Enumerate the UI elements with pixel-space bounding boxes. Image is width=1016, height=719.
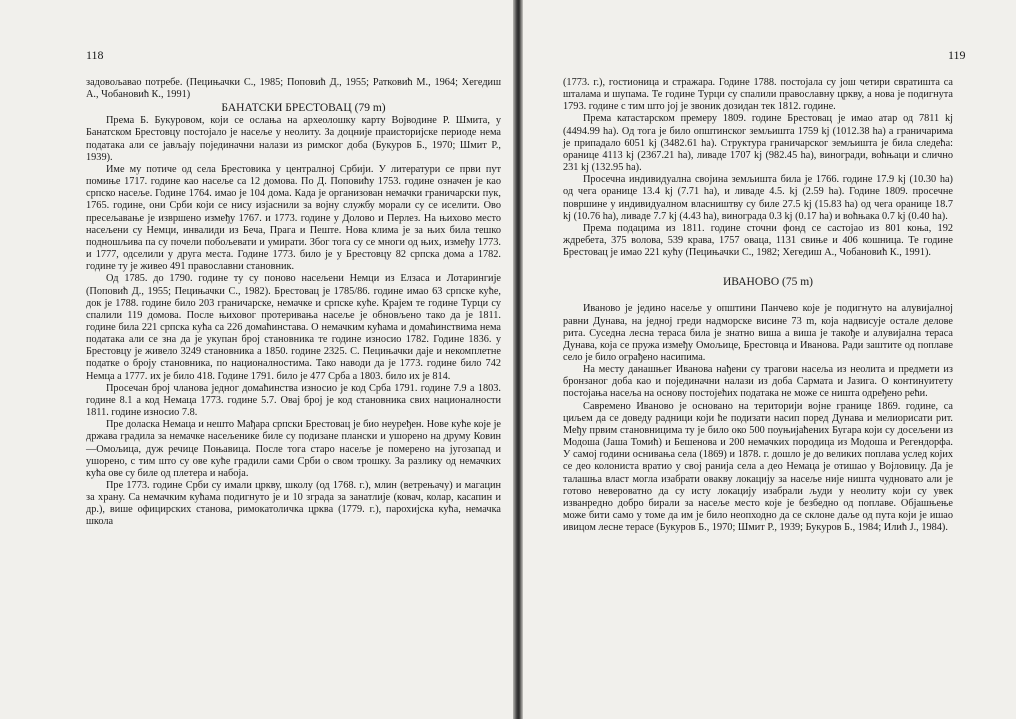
paragraph: Име му потиче од села Брестовика у централној Србији. У литератури се први пут помиње 1717. године као насеље са 12 домова. По Д. Поповићу 1753. године означен је као српско насеље. Године 1764. имао је 104 дома. Када је организован немачки граничарски пук, 1765. године, они Срби који се нису изјаснили за војну службу морали су се иселити. Ово пресељавање је извршено између 1767. и 1773. године у Долово и Перлез. На њихово место насељени су Немци, инвалиди из Беча, Прага и Пеште. Нова клима је за њих била тешко подношљива па су почели побољевати и умирати. Због тога су се многи од њих, између 1773. и 1777, одселили у друга места. Године 1773. било је у Брестовцу 82 српска дома а 1782. године ту је живео 491 православни становник.: [86, 163, 501, 273]
intro-paragraph: задовољавао потребе. (Пецињачки С., 1985; Поповић Д., 1955; Ратковић М., 1964; Хегедиш А., Чобановић К., 1991): [86, 77, 501, 101]
left-text-column: [86, 77, 501, 529]
paragraph: Иваново је једино насеље у општини Панчево које је подигнуто на алувијалној равни Дунава, на једној греди надморске висине 73 m, која надвисује остале делове рита. Суседна лесна тераса била је знатно виша а виша је такође и алувијална тераса Дунава, која се пружа између Омољице, Брестовца и Иванова. Ради заштите од поплаве село је било ограђено насипима.: [563, 303, 953, 363]
paragraph: (1773. г.), гостионица и стражара. Године 1788. постојала су још четири свратишта са шталама и шупама. Те године Турци су спалили православну цркву, а нова је подигнута 1793. године с тим што јој је звоник дозидан тек 1812. године.: [563, 77, 953, 113]
paragraph: Према катастарском премеру 1809. године Брестовац је имао атар од 7811 kj (4494.99 ha). Од тога је било општинског земљишта 1759 kj (1012.38 ha) а граничарима је припадало 6051 kj (3482.61 ha). Структура граничарског земљишта је била следећа: оранице 4113 kj (2367.21 ha), ливаде 1707 kj (982.45 ha), виногради, воћњаци и слично 231 kj (132.95 ha).: [563, 113, 953, 174]
section-heading-brestovac: БАНАТСКИ БРЕСТОВАЦ (79 m): [221, 102, 386, 115]
paragraph: Просечна индивидуална својина земљишта била је 1766. године 17.9 kj (10.30 ha) од чега оранице 13.4 kj (7.71 ha), и ливаде 4.5. kj (2.59 ha). Године 1809. просечне површине у индивидуалном власништву су биле 27.5 kj (15.83 ha) од чега оранице 18.7 kj (10.76 ha), ливаде 7.7 kj (4.43 ha), винограда 0.3 kj (0.17 ha) и воћњака 0.7 kj (0.40 ha).: [563, 174, 953, 222]
paragraph: На месту данашњег Иванова нађени су трагови насеља из неолита и предмети из бронзаног доба као и појединачни налази из доба Сармата и Јазига. О континуитету постојања насеља на основу постојећих података не може се ништа одређено рећи.: [563, 364, 953, 400]
page-number-left: 118: [86, 48, 104, 62]
right-page: [523, 0, 1016, 719]
book-gutter: [513, 0, 523, 719]
paragraph: Просечан број чланова једног домаћинства износио је код Срба 1791. године 7.9 а 1803. године 8.1 а код Немаца 1773. године 5.7. Овај број је код становника свих националности 1811. године износио 7.8.: [86, 382, 501, 419]
paragraph: Према подацима из 1811. године сточни фонд се састојао из 801 коња, 192 ждребета, 375 волова, 539 крава, 1757 оваца, 1131 свиње и 406 кошница. Те године Брестовац је имао 221 кућу (Пецињачки С., 1982; Хегедиш А., Чобановић К., 1991).: [563, 222, 953, 259]
paragraph: Пре доласка Немаца и нешто Мађара српски Брестовац је био неуређен. Нове куће које је држава градила за немачке насељенике биле су подизане плански и ушорено на друму Ковин—Омољица, дуж речице Поњавица. После тога старо насеље је померено на југозапад и ушорено, с тим што су ове куће градили сами Срби о свом трошку. За разлику од немачких кућа ове су биле од плетера и набоја.: [86, 419, 501, 479]
page-number-right: 119: [948, 48, 966, 62]
paragraph: Према Б. Букуровом, који се ослања на археолошку карту Војводине Р. Шмита, у Банатском Брестовцу постојало је насеље у неолиту. За доцније праисторијске периоде нема података али се јављају појединачни налази из римског доба (Букуров Б., 1970; Шмит Р., 1939).: [86, 115, 501, 163]
paragraph: Од 1785. до 1790. године ту су поново насељени Немци из Елзаса и Лотарингије (Поповић Д., 1955; Пецињачки С., 1982). Брестовац је 1785/86. године имао 63 српске куће, док је 1788. године било 203 граничарске, немачке и српске куће. Крајем те године Турци су спалили 119 домова. После њиховог протеривања насеље је обновљено тако да је 1811. године била 221 српска кућа са 226 домаћинстава. О немачким кућама и домаћинствима нема података али се зна да је укупан број становника те године износио 1782. Године 1836. у Брестовцу је живело 3249 становника а 1850. године 2325. С. Пецињачки даје и некомплетне податке о броју становника, по националностима. Тако наводи да је 1773. године било 742 Немца а 1777. их је било 418. Године 1791. било је 477 Срба а 1803. било их је 814.: [86, 273, 501, 382]
section-heading-ivanovo: ИВАНОВО (75 m): [723, 276, 813, 289]
right-text-column: [563, 77, 953, 534]
paragraph: Пре 1773. године Срби су имали цркву, школу (од 1768. г.), млин (ветрењачу) и магацин за храну. Са немачким кућама подигнуто је и 10 зграда за занатлије (ковач, колар, касапин и др.), више официрских станова, римокатоличка црква (1779. г.), парохијска кућа, немачка школа: [86, 480, 501, 528]
paragraph: Савремено Иваново је основано на територији војне границе 1869. године, са циљем да се доведу радници који ће подизати насип поред Дунава и мелиорисати рит. Међу првим становницима ту је било око 500 поуњијаћених Бугара који су досељени из Модоша (Јаша Томић) и Бешенова и 200 немачких породица из Модоша и Регендорфа. У самој години оснивања села (1869) и 1878. г. дошло је до великих поплава услед којих се део колониста вратио у свој ранија села а део Немаца је отишао у Војловицу. Да је талашња власт могла изабрати овакву локацију за насеље није ништа чудновато али је готово невероватно да су исту локацију изабрали људи у неолиту који су увек изванредно добро бирали за насеље место које је безбедно од поплаве. Објашњење може бити само у томе да им је било неопходно да се склоне даље од пута који је ишао ивицом лесне терасе (Букуров Б., 1970; Шмит Р., 1939; Букуров Б., 1984; Илић Ј., 1984).: [563, 400, 953, 534]
